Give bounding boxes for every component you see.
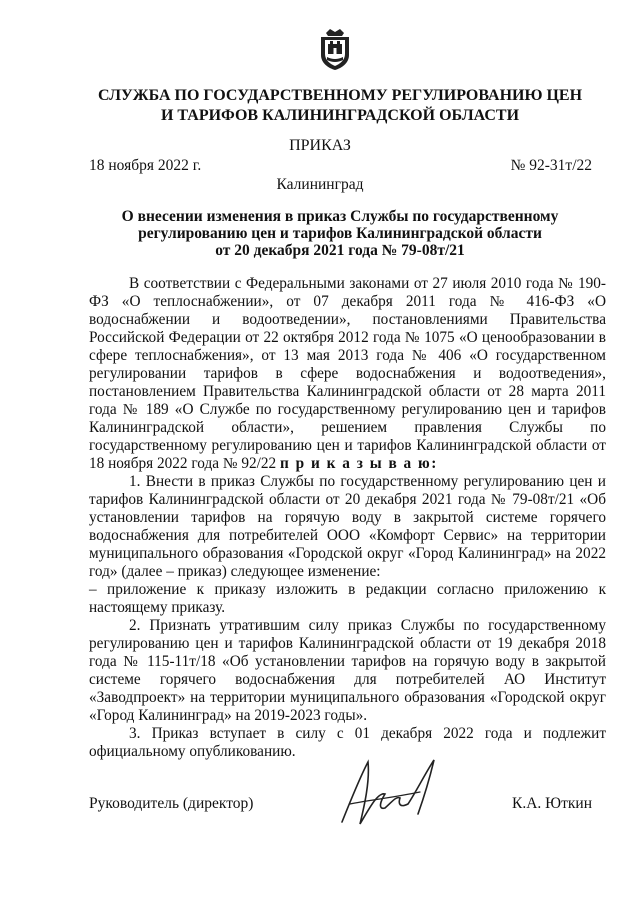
preamble-paragraph [89, 275, 606, 473]
coat-of-arms-icon [317, 27, 353, 71]
decree-word: п р и к а з ы в а ю: [280, 455, 438, 472]
order-city: Калининград [276, 176, 364, 193]
item-1-paragraph: 1. Внести в приказ Службы по государственному регулированию цен и тарифов Калининградской области от 20 декабря 2021 года № 79-08т/21 «Об установлении тарифов на горячую воду в закрытой системе горячего водоснабжения для потребителей ООО «Комфорт Сервис» на территории муниципального образования «Городской округ «Город Калининград» на 2022 год» (далее – приказ) следующее изменение: [89, 473, 606, 580]
subject-line-2: регулированию цен и тарифов Калининградской области [138, 225, 542, 242]
order-number: № 92-31т/22 [510, 157, 592, 174]
item-3-paragraph: 3. Приказ вступает в силу с 01 декабря 2022 года и подлежит официальному опубликованию. [89, 725, 606, 760]
subject-line-3: от 20 декабря 2021 года № 79-08т/21 [215, 242, 465, 259]
preamble-text: В соответствии с Федеральными законами от 27 июля 2010 года № 190-ФЗ «О теплоснабжении», от 07 декабря 2011 года № 416-ФЗ «О водоснабжении и водоотведении», постановлениями Правительства Российской Федерации от 22 октября 2012 года № 1075 «О ценообразовании в сфере теплоснабжения», от 13 мая 2013 года № 406 «О государственном регулировании тарифов в сфере водоснабжения и водоотведения», постановлением Правительства Калининградской области от 28 марта 2011 года № 189 «О Службе по государственному регулированию цен и тарифов Калининградской области», решением правления Службы по государственному регулированию цен и тарифов Калининградской области от 18 ноября 2022 года № 92/22 [89, 275, 606, 472]
document-type: ПРИКАЗ [289, 137, 351, 154]
signatory-name: К.А. Юткин [512, 795, 592, 812]
subject-line-1: О внесении изменения в приказ Службы по государственному [121, 208, 559, 225]
order-date: 18 ноября 2022 г. [89, 157, 202, 174]
organization-name [80, 86, 600, 126]
org-line-1: СЛУЖБА ПО ГОСУДАРСТВЕННОМУ РЕГУЛИРОВАНИЮ ЦЕН [97, 87, 583, 104]
org-line-2: И ТАРИФОВ КАЛИНИНГРАДСКОЙ ОБЛАСТИ [160, 107, 520, 124]
order-subject [110, 208, 570, 259]
signatory-role: Руководитель (директор) [89, 795, 254, 812]
handwritten-signature-icon [330, 752, 450, 832]
item-2-paragraph: 2. Признать утратившим силу приказ Службы по государственному регулированию цен и тарифов Калининградской области от 19 декабря 2018 года № 115-11т/18 «Об установлении тарифов на горячую воду в закрытой системе горячего водоснабжения для потребителей АО Институт «Заводпроект» на территории муниципального образования «Городской округ «Город Калининград» на 2019-2023 годы». [89, 617, 606, 724]
item-1-dash-paragraph: – приложение к приказу изложить в редакции согласно приложению к настоящему приказу. [89, 581, 606, 616]
order-body [89, 275, 606, 761]
